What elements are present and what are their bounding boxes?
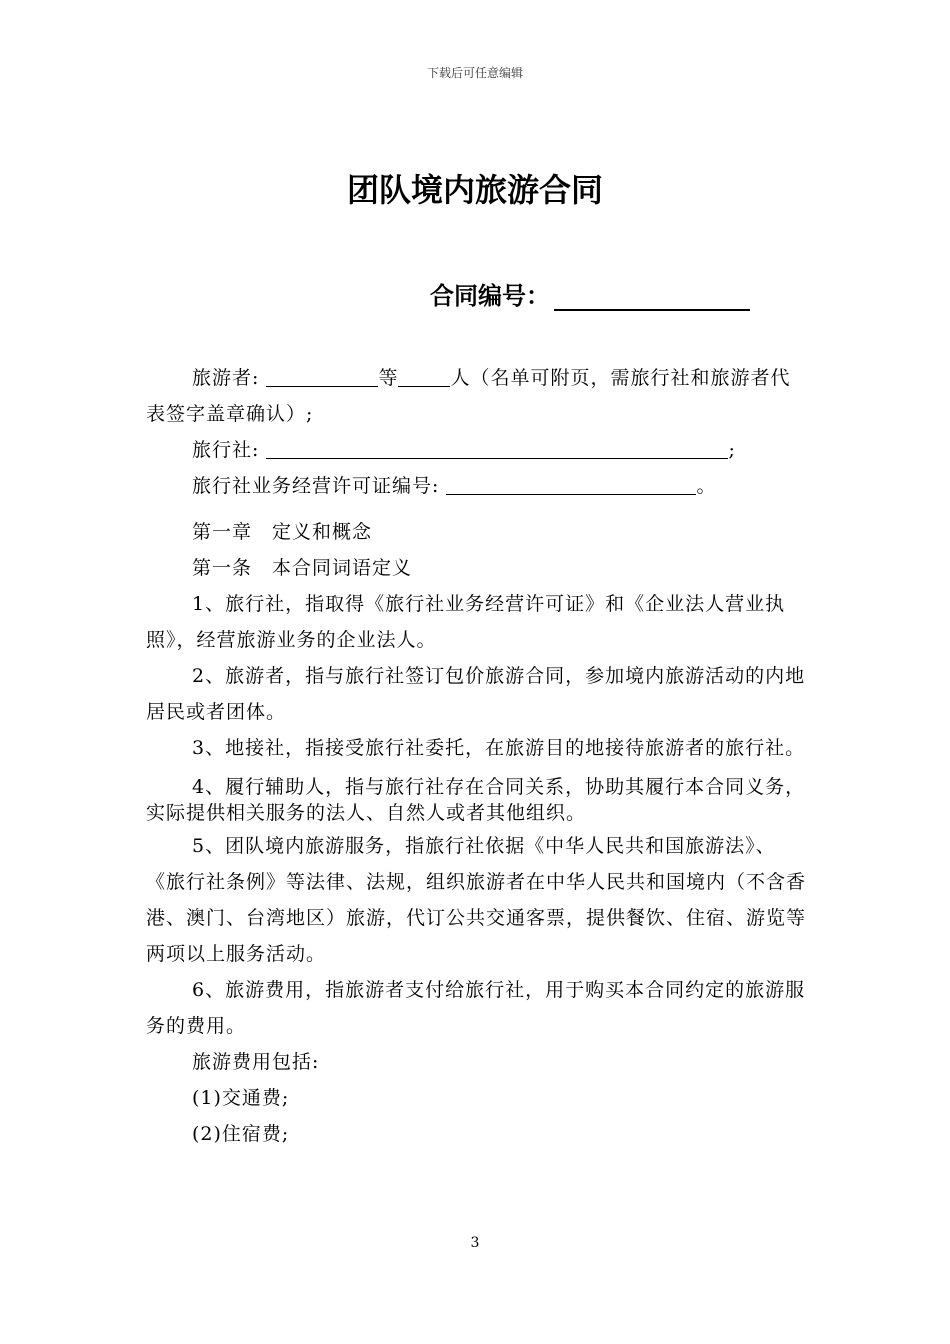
tourist-rest: 人（名单可附页，需旅行社和旅游者代表签字盖章确认）;: [146, 367, 791, 425]
document-body: [146, 360, 806, 1152]
fee-intro: 旅游费用包括:: [192, 1051, 320, 1073]
agency-end: ;: [728, 439, 736, 461]
definition-item: 4、履行辅助人，指与旅行社存在合同关系，协助其履行本合同义务，实际提供相关服务的法人、自然人或者其他组织。: [146, 776, 806, 824]
article-heading: 第一条 本合同词语定义: [192, 557, 413, 579]
definition-item: 1、旅行社，指取得《旅行社业务经营许可证》和《企业法人营业执照》，经营旅游业务的企业法人。: [146, 593, 786, 651]
contract-number-field: [430, 276, 750, 311]
tourist-label: 旅游者:: [192, 367, 260, 389]
definition-item: 3、地接社，指接受旅行社委托，在旅游目的地接待旅游者的旅行社。: [192, 737, 806, 759]
page-header-note: 下载后可任意编辑: [426, 66, 523, 80]
definition-item: 5、团队境内旅游服务，指旅行社依据《中华人民共和国旅游法》、《旅行社条例》等法律、法规，组织旅游者在中华人民共和国境内（不含香港、澳门、台湾地区）旅游，代订公共交通客票，提供餐饮、住宿、游览等两项以上服务活动。: [146, 835, 807, 965]
definition-item: 2、旅游者，指与旅行社签订包价旅游合同，参加境内旅游活动的内地居民或者团体。: [146, 665, 806, 723]
agency-label: 旅行社:: [192, 439, 260, 461]
fee-item: (1)交通费;: [192, 1087, 290, 1109]
document-title: 团队境内旅游合同: [346, 171, 603, 209]
fee-item: (2)住宿费;: [192, 1123, 290, 1145]
agency-name-blank[interactable]: [266, 436, 728, 459]
license-number-blank[interactable]: [446, 472, 696, 495]
contract-number-blank[interactable]: [554, 283, 750, 311]
tourist-line: [146, 360, 806, 432]
tourist-name-blank[interactable]: [266, 364, 378, 387]
page-number: 3: [470, 1235, 480, 1251]
license-label: 旅行社业务经营许可证编号:: [192, 475, 440, 497]
license-line: [146, 468, 806, 504]
tourist-count-blank[interactable]: [398, 364, 450, 387]
definition-item: 6、旅游费用，指旅游者支付给旅行社，用于购买本合同约定的旅游服务的费用。: [146, 979, 806, 1037]
agency-line: [146, 432, 806, 468]
chapter-heading: 第一章 定义和概念: [192, 521, 373, 543]
contract-number-label: 合同编号：: [430, 282, 550, 310]
tourist-deng: 等: [378, 367, 399, 389]
license-end: 。: [696, 475, 717, 497]
